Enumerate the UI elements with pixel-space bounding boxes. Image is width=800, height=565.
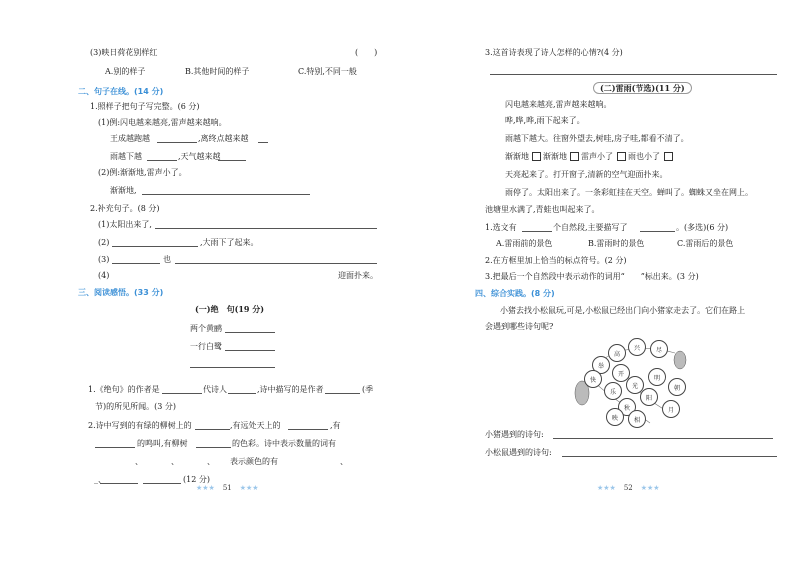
- r2-g: (12 分): [183, 475, 210, 484]
- s2-4b: 迎面扑来。: [338, 271, 378, 280]
- r2-f: 表示颜色的有: [230, 457, 278, 466]
- s2-3b: 也: [163, 255, 171, 264]
- circle-char-14: 相: [628, 410, 646, 428]
- circle-char-4: 举: [592, 356, 610, 374]
- circle-char-5: 开: [612, 364, 630, 382]
- s1-example-1: (1)例:闪电越来越亮,雷声越来越响。: [98, 118, 227, 127]
- s2-2b: ,大雨下了起来。: [200, 238, 259, 247]
- circle-char-9: 明: [648, 368, 666, 386]
- s1-ex1-b2: ,天气越来越: [178, 152, 221, 161]
- q3-paren: ( ): [355, 48, 378, 57]
- section-2-title: 二、句子在线。(14 分): [78, 87, 164, 96]
- r2-b: ,有远处天上的: [230, 421, 281, 430]
- r2-e: 的色彩。诗中表示数量的词有: [232, 439, 336, 448]
- s2-2a: (2): [98, 238, 110, 247]
- r2-d: 的鸣叫,有柳树: [137, 439, 188, 448]
- passage-p2: 哗,哗,哗,雨下起来了。: [505, 116, 585, 125]
- section-3-title: 三、阅读感悟。(33 分): [78, 288, 164, 297]
- q3-option-c: C.特别,不同一般: [298, 67, 357, 76]
- s1-ex1-b: 雨越下越: [110, 152, 142, 161]
- r2-c: ,有: [330, 421, 341, 430]
- passage-p1: 闪电越来越亮,雷声越来越响。: [505, 100, 612, 109]
- poem-line-1: 两个黄鹂: [190, 324, 222, 333]
- q1-a: 1.选文有: [485, 223, 517, 232]
- r1-c: ,诗中描写的是作者: [257, 385, 324, 394]
- page-number-right: ★★★ 52 ★★★: [597, 484, 660, 492]
- r1-a: 1.《绝句》的作者是: [88, 385, 160, 394]
- circle-char-6: 快: [584, 370, 602, 388]
- passage-2-title: (二)雷雨(节选)(11 分): [593, 82, 692, 94]
- c-intro-2: 会遇到哪些诗句呢?: [485, 322, 554, 331]
- passage-p4-c: 雷声小了: [581, 152, 613, 161]
- q1-b: 个自然段,主要描写了: [553, 223, 628, 232]
- squirrel-label: 小松鼠遇到的诗句:: [485, 448, 552, 457]
- q3-option-a: A.别的样子: [105, 67, 146, 76]
- q3-option-b: B.其他时间的样子: [185, 67, 250, 76]
- poem-line-2: 一行白鹭: [190, 342, 222, 351]
- r2-a: 2.诗中写到的有绿的柳树上的: [88, 421, 192, 430]
- pig-label: 小猪遇到的诗句:: [485, 430, 544, 439]
- circle-char-11: 阳: [640, 388, 658, 406]
- r3-prompt: 3.这首诗表现了诗人怎样的心情?(4 分): [485, 48, 623, 57]
- circle-char-8: 光: [626, 376, 644, 394]
- passage-p6: 雨停了。太阳出来了。一条彩虹挂在天空。蝉叫了。蜘蛛又坐在网上。: [505, 188, 753, 197]
- passage-p5: 天亮起来了。打开窗子,清新的空气迎面扑来。: [505, 170, 668, 179]
- r1-e: 节)的所见所闻。(3 分): [95, 402, 176, 411]
- q2-prompt: 2.在方框里加上恰当的标点符号。(2 分): [485, 256, 627, 265]
- circle-char-15: 映: [606, 408, 624, 426]
- r2-sep: 、 、 、: [135, 457, 215, 466]
- s1-example-2: (2)例:渐渐地,雷声小了。: [98, 168, 187, 177]
- s1-ex1-a2: ,离终点越来越: [198, 134, 249, 143]
- s1-ex2-a: 渐渐地,: [110, 186, 137, 195]
- poem-title: (一)绝 句(19 分): [195, 304, 265, 314]
- r2-sep-2: 、: [340, 457, 348, 466]
- circle-char-13: 月: [662, 400, 680, 418]
- s1-ex1-a: 王成越跑越: [110, 134, 150, 143]
- q3-item: (3)映日荷花别样红: [90, 48, 158, 57]
- poem-maze-illustration: [570, 338, 700, 430]
- passage-p4-a: 渐渐地: [505, 152, 529, 161]
- circle-char-3: 尽: [650, 340, 668, 358]
- q3-prompt: 3.把最后一个自然段中表示动作的词用“ ”标出来。(3 分): [485, 272, 699, 281]
- s2-1: (1)太阳出来了,: [98, 220, 152, 229]
- squirrel-figure: [674, 351, 686, 369]
- passage-p7: 池塘里水满了,青蛙也叫起来了。: [485, 205, 600, 214]
- q1-option-a: A.雷雨前的景色: [496, 239, 553, 248]
- passage-p4-b: 渐渐地: [543, 152, 567, 161]
- q1-option-c: C.雷雨后的景色: [677, 239, 734, 248]
- circle-char-10: 朝: [668, 378, 686, 396]
- circle-char-1: 高: [608, 344, 626, 362]
- s2-prompt: 2.补充句子。(8 分): [90, 204, 160, 213]
- section-4-title: 四、综合实践。(8 分): [475, 289, 555, 298]
- r1-b: 代诗人: [203, 385, 227, 394]
- passage-p4-d: 雨也小了: [628, 152, 660, 161]
- passage-p3: 雨越下越大。往窗外望去,树哇,房子哇,都看不清了。: [505, 134, 689, 143]
- s2-3a: (3): [98, 255, 110, 264]
- page-number-left: ★★★ 51 ★★★: [196, 484, 259, 492]
- circle-char-7: 乐: [604, 382, 622, 400]
- s2-4: (4): [98, 271, 110, 280]
- r2-sep-3: _、: [94, 475, 106, 484]
- s1-prompt: 1.照样子把句子写完整。(6 分): [90, 102, 200, 111]
- r1-d: (季: [362, 385, 374, 394]
- q1-option-b: B.雷雨时的景色: [588, 239, 645, 248]
- circle-char-2: 兴: [628, 338, 646, 356]
- q1-c: 。(多选)(6 分): [676, 223, 729, 232]
- circle-char-12: 秋: [618, 398, 636, 416]
- c-intro-1: 小猪去找小松鼠玩,可是,小松鼠已经出门向小猪家走去了。它们在路上: [500, 306, 746, 315]
